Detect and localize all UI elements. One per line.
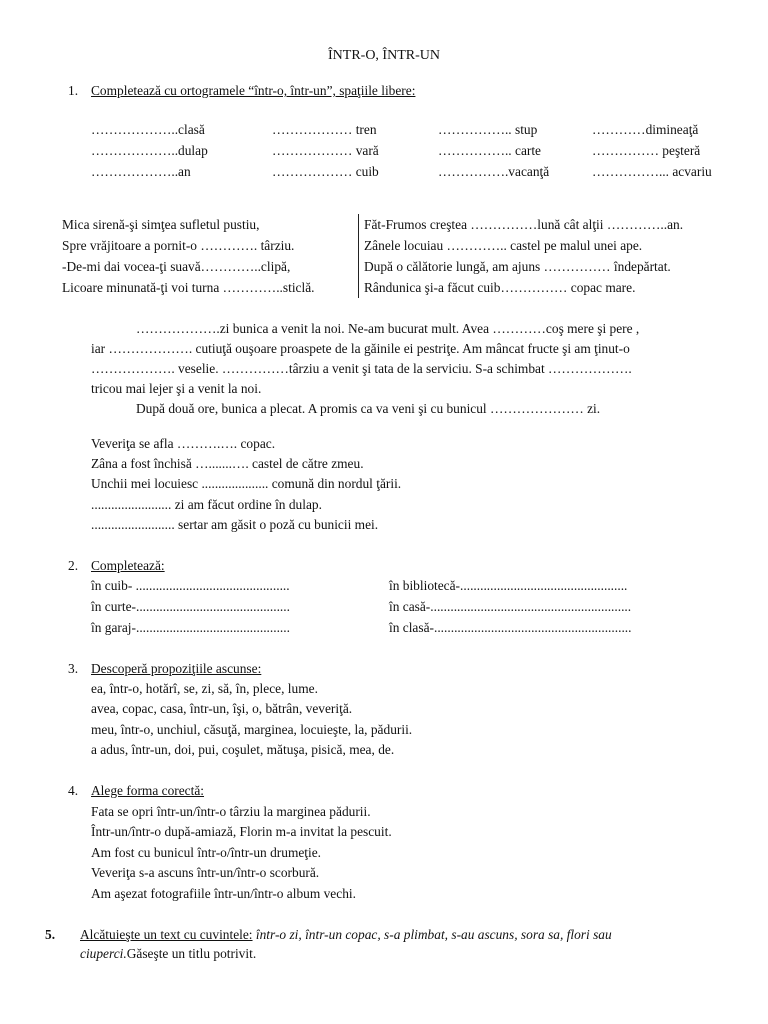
- page-title: ÎNTR-O, ÎNTR-UN: [328, 48, 440, 63]
- ex3-line: meu, într-o, unchiul, căsuţă, marginea, locuieşte, la, pădurii.: [91, 722, 413, 737]
- paragraph-line: tricou mai lejer şi a venit la noi.: [91, 381, 262, 396]
- poem-line: Spre vrăjitoare a pornit-o …………. târziu.: [62, 238, 295, 253]
- grid-item: ……………… tren: [272, 122, 377, 137]
- ex2-right-item: în bibliotecă-..................................................: [389, 578, 628, 593]
- exercise-4-instruction: Alege forma corectă:: [91, 783, 205, 798]
- sentence-line: Făt-Frumos creştea ……………lună cât alţii …………..an.: [364, 217, 684, 232]
- exercise-1-instruction: Completează cu ortogramele “într-o, într-un”, spaţiile libere:: [91, 83, 416, 98]
- grid-item: ………………..an: [91, 164, 191, 179]
- grid-item: …………dimineaţă: [592, 122, 699, 137]
- paragraph-line: După două ore, bunica a plecat. A promis ca va veni şi cu bunicul ………………… zi.: [136, 401, 601, 416]
- ex3-line: ea, într-o, hotărî, se, zi, să, în, plece, lume.: [91, 681, 318, 696]
- ex3-line: avea, copac, casa, într-un, îşi, o, bătrân, veveriţă.: [91, 701, 353, 716]
- ex2-left-item: în garaj-..............................................: [91, 620, 290, 635]
- exercise-5-line-2: [80, 946, 256, 962]
- ex4-line: Veveriţa s-a ascuns într-un/într-o scorbură.: [91, 865, 320, 880]
- fill-line: Zâna a fost închisă ….......…. castel de către zmeu.: [91, 456, 364, 471]
- exercise-5-instruction: Alcătuieşte un text cu cuvintele:: [80, 927, 253, 942]
- ex3-line: a adus, într-un, doi, pui, coşulet, mătuşa, pisică, mea, de.: [91, 742, 395, 757]
- fill-line: Veveriţa se afla ……….…. copac.: [91, 436, 276, 451]
- ex2-left-item: în curte-..............................................: [91, 599, 290, 614]
- ex2-left-item: în cuib- ..............................................: [91, 578, 290, 593]
- grid-item: ……………… cuib: [272, 164, 379, 179]
- grid-item: …………….. carte: [438, 143, 542, 158]
- poem-line: Licoare minunată-ţi voi turna …………..sticlă.: [62, 280, 315, 295]
- grid-item: …………….. stup: [438, 122, 538, 137]
- ex4-line: Într-un/într-o după-amiază, Florin m-a invitat la pescuit.: [91, 824, 392, 839]
- ex2-right-item: în casă-............................................................: [389, 599, 632, 614]
- exercise-5-number: 5.: [45, 927, 56, 942]
- exercise-5-words: într-o zi, într-un copac, s-a plimbat, s-au ascuns, sora sa, flori sau: [252, 927, 612, 942]
- grid-item: …………….vacanţă: [438, 164, 550, 179]
- grid-item: ………………..dulap: [91, 143, 208, 158]
- exercise-5-tail: Găseşte un titlu potrivit.: [126, 946, 257, 961]
- sentence-line: Rândunica şi-a făcut cuib…………… copac mare.: [364, 280, 636, 295]
- exercise-2-number: 2.: [68, 558, 79, 573]
- exercise-5-line-1: [80, 927, 612, 943]
- ex4-line: Fata se opri într-un/într-o târziu la marginea pădurii.: [91, 804, 371, 819]
- exercise-3-number: 3.: [68, 661, 79, 676]
- ex4-line: Am fost cu bunicul într-o/într-un drumeţie.: [91, 845, 322, 860]
- exercise-5-words-cont: ciuperci.: [80, 946, 127, 961]
- grid-item: …………… peşteră: [592, 143, 701, 158]
- column-divider: [358, 214, 359, 298]
- poem-line: Mica sirenă-şi simţea sufletul pustiu,: [62, 217, 260, 232]
- paragraph-line: ……………….zi bunica a venit la noi. Ne-am bucurat mult. Avea …………coş mere şi pere ,: [136, 321, 640, 336]
- paragraph-line: iar ………………. cutiuţă ouşoare proaspete de la găinile ei pestriţe. Am mâncat fructe şi am ţinut-o: [91, 341, 630, 356]
- poem-line: -De-mi dai vocea-ţi suavă…………..clipă,: [62, 259, 291, 274]
- sentence-line: Zânele locuiau ………….. castel pe malul unei ape.: [364, 238, 643, 253]
- exercise-2-instruction: Completează:: [91, 558, 165, 573]
- exercise-1-number: 1.: [68, 83, 79, 98]
- grid-item: ……………… vară: [272, 143, 379, 158]
- fill-line: ........................ zi am făcut ordine în dulap.: [91, 497, 322, 512]
- ex4-line: Am aşezat fotografiile într-un/într-o album vechi.: [91, 886, 356, 901]
- fill-line: ......................... sertar am găsit o poză cu bunicii mei.: [91, 517, 379, 532]
- grid-item: ……………... acvariu: [592, 164, 712, 179]
- ex2-right-item: în clasă-...........................................................: [389, 620, 632, 635]
- exercise-4-number: 4.: [68, 783, 79, 798]
- fill-line: Unchii mei locuiesc .................... comună din nordul ţării.: [91, 476, 402, 491]
- exercise-3-instruction: Descoperă propoziţiile ascunse:: [91, 661, 262, 676]
- grid-item: ………………..clasă: [91, 122, 205, 137]
- sentence-line: După o călătorie lungă, am ajuns …………… îndepărtat.: [364, 259, 671, 274]
- paragraph-line: ………………. veselie. ……………târziu a venit şi tata de la serviciu. S-a schimbat ……………….: [91, 361, 632, 376]
